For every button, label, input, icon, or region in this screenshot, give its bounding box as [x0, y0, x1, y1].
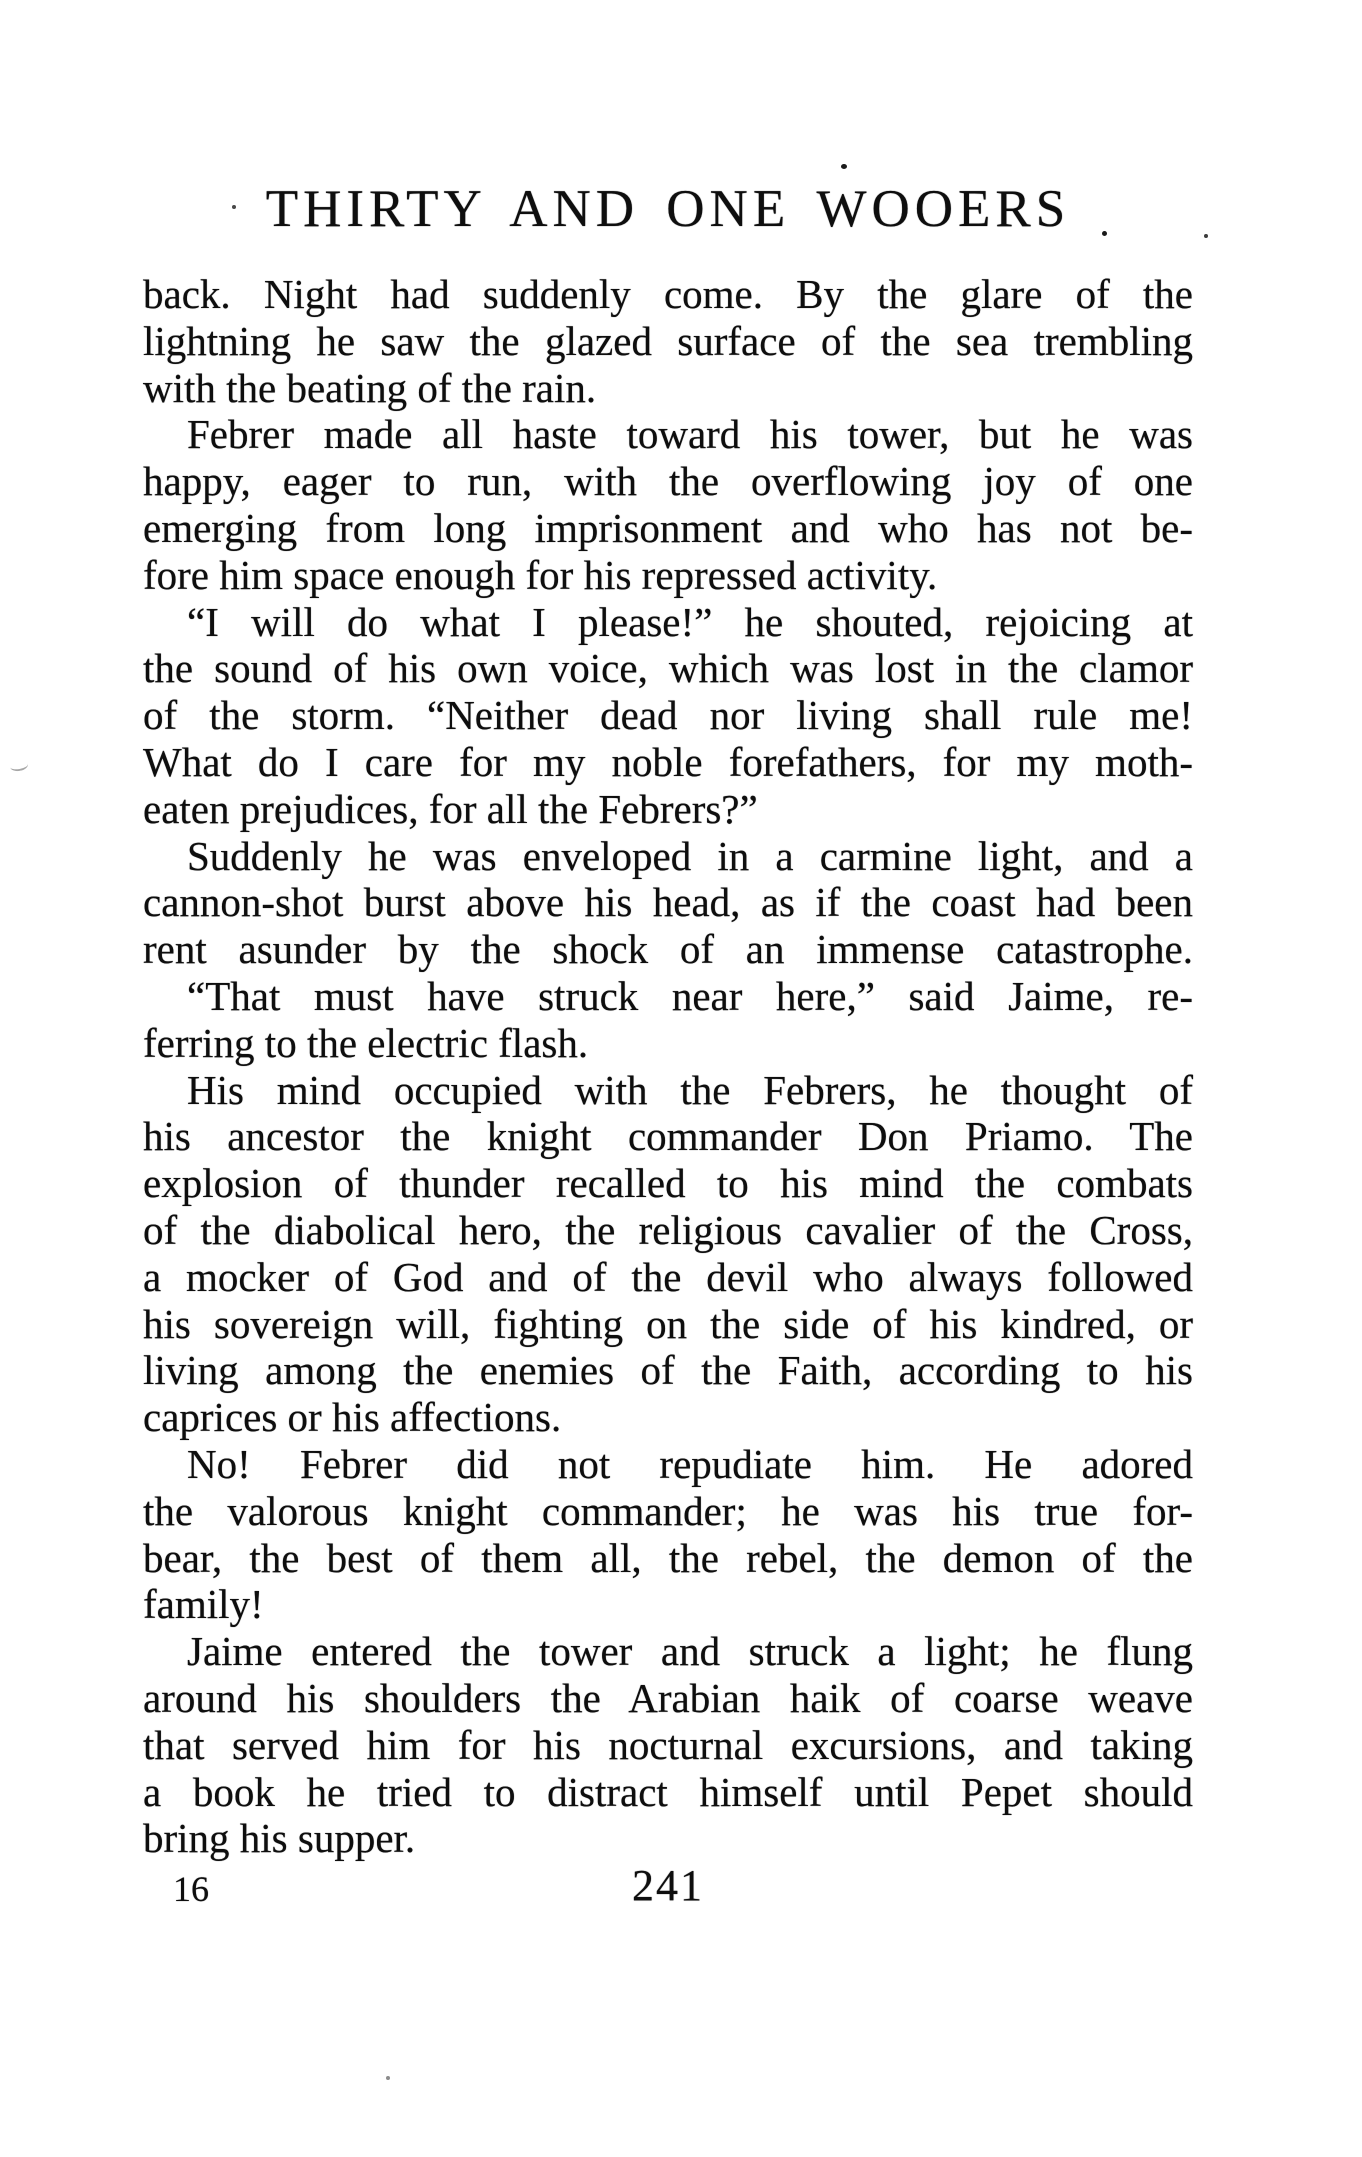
text-line: eaten prejudices, for all the Febrers?” — [143, 785, 758, 832]
text-line: that served him for his nocturnal excursions, and taking — [143, 1721, 1193, 1768]
text-line: his ancestor the knight commander Don Priamo. The — [143, 1113, 1193, 1160]
text-line: ferring to the electric flash. — [143, 1019, 589, 1066]
text-line: emerging from long imprisonment and who has not be- — [143, 504, 1193, 551]
text-line: his sovereign will, fighting on the side of his kindred, or — [143, 1300, 1193, 1347]
text-line: Jaime entered the tower and struck a light; he flung — [187, 1628, 1193, 1675]
scan-smudge — [9, 759, 29, 773]
scan-speck — [841, 164, 847, 169]
text-line: lightning he saw the glazed surface of the sea trembling — [143, 317, 1193, 364]
text-line: a book he tried to distract himself until Pepet should — [143, 1768, 1193, 1815]
text-line: “I will do what I please!” he shouted, rejoicing at — [187, 598, 1193, 645]
text-line: family! — [143, 1581, 264, 1628]
text-line: the valorous knight commander; he was his true for- — [143, 1487, 1193, 1534]
text-line: caprices or his affections. — [143, 1394, 562, 1441]
signature-mark: 16 — [173, 1869, 209, 1909]
text-line: cannon-shot burst above his head, as if the coast had been — [143, 879, 1193, 926]
text-line: What do I care for my noble forefathers, for my moth- — [143, 738, 1193, 785]
scan-speck — [232, 205, 236, 209]
text-line: the sound of his own voice, which was lost in the clamor — [143, 645, 1193, 692]
text-line: around his shoulders the Arabian haik of coarse weave — [143, 1674, 1193, 1721]
text-line: of the diabolical hero, the religious cavalier of the Cross, — [143, 1206, 1193, 1253]
page-number: 241 — [632, 1861, 704, 1910]
text-line: back. Night had suddenly come. By the glare of the — [143, 271, 1193, 317]
text-line: “That must have struck near here,” said Jaime, re- — [187, 972, 1193, 1019]
text-line: happy, eager to run, with the overflowing joy of one — [143, 458, 1193, 505]
scan-speck — [1102, 231, 1107, 236]
scan-speck — [1204, 234, 1208, 238]
chapter-running-title: THIRTY AND ONE WOOERS — [265, 180, 1071, 238]
text-line: with the beating of the rain. — [143, 364, 597, 411]
text-line: bear, the best of them all, the rebel, the demon of the — [143, 1534, 1193, 1581]
text-line: a mocker of God and of the devil who always followed — [143, 1253, 1193, 1300]
text-line: bring his supper. — [143, 1815, 416, 1862]
text-block — [143, 271, 1193, 1862]
text-line: living among the enemies of the Faith, according to his — [143, 1347, 1193, 1394]
text-line: fore him space enough for his repressed activity. — [143, 551, 938, 598]
text-line: explosion of thunder recalled to his mind the combats — [143, 1160, 1193, 1207]
text-line: Suddenly he was enveloped in a carmine light, and a — [187, 832, 1193, 879]
scan-speck — [386, 2076, 390, 2080]
text-line: His mind occupied with the Febrers, he thought of — [187, 1066, 1193, 1113]
text-line: of the storm. “Neither dead nor living shall rule me! — [143, 692, 1193, 739]
text-line: No! Febrer did not repudiate him. He adored — [187, 1440, 1193, 1487]
text-line: Febrer made all haste toward his tower, but he was — [187, 411, 1193, 458]
text-line: rent asunder by the shock of an immense catastrophe. — [143, 926, 1193, 973]
